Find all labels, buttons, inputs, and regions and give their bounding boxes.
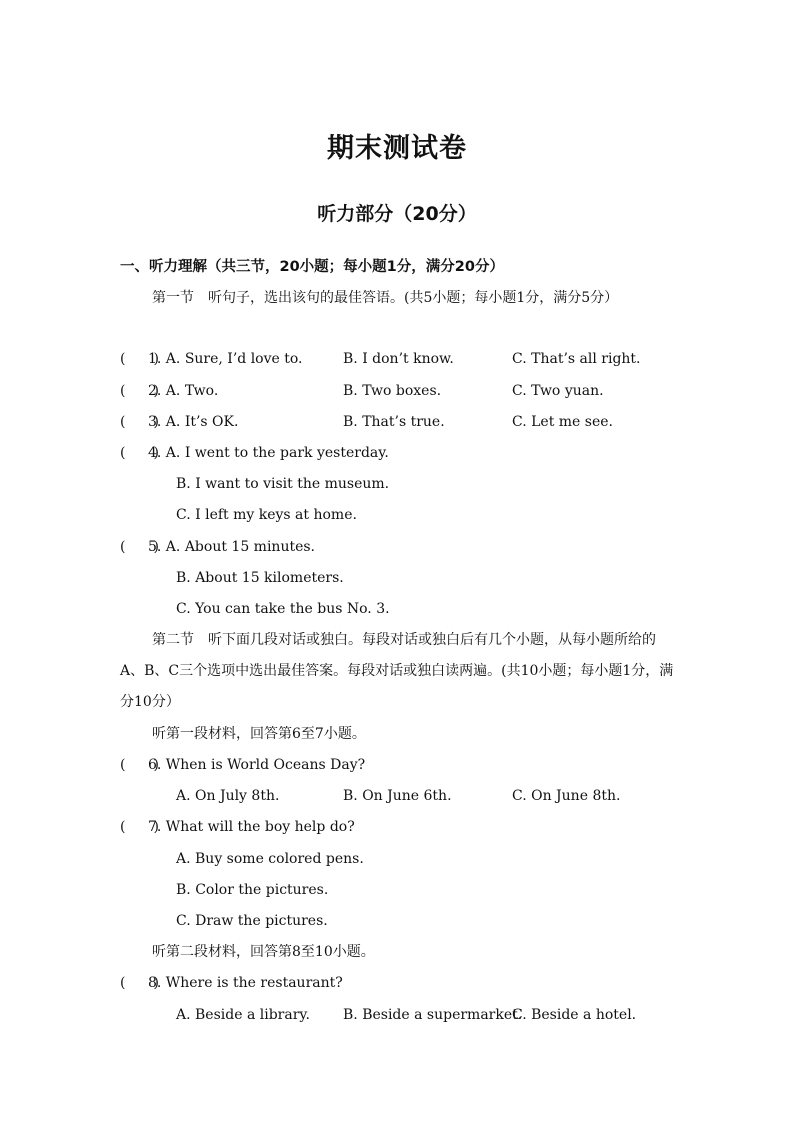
option-a: A. Beside a library. [176, 1007, 310, 1023]
question-stem: 2. A. Two. [148, 383, 219, 399]
question-8 [120, 973, 680, 993]
section-subtitle: 听力部分（20分） [317, 203, 477, 225]
part1-instructions: 第一节 听句子，选出该句的最佳答语。(共5小题；每小题1分，满分5分） [152, 290, 619, 306]
question-6 [120, 755, 680, 775]
answer-bracket[interactable]: ( ) [120, 383, 159, 399]
answer-bracket[interactable]: ( ) [120, 757, 159, 773]
answer-bracket[interactable]: ( ) [120, 351, 159, 367]
question-stem: 1. A. Sure, I’d love to. [148, 351, 303, 367]
option-c: C. Two yuan. [512, 383, 604, 399]
material-2-note: 听第二段材料，回答第8至10小题。 [152, 944, 375, 960]
question-1 [120, 349, 680, 369]
option-b: B. That’s true. [343, 414, 445, 430]
question-8-options [120, 1005, 680, 1025]
option-a: A. On July 8th. [176, 788, 280, 804]
option-a: A. Buy some colored pens. [176, 851, 364, 867]
material-1-note: 听第一段材料，回答第6至7小题。 [152, 726, 366, 742]
question-stem: 4. A. I went to the park yesterday. [148, 445, 389, 461]
option-c: C. Draw the pictures. [176, 913, 328, 929]
question-stem: 8. Where is the restaurant? [148, 975, 343, 991]
option-c: C. You can take the bus No. 3. [176, 601, 390, 617]
part2-instructions: 第二节 听下面几段对话或独白。每段对话或独白后有几个小题，从每小题所给的A、B、C三个选项中选出最佳答案。每段对话或独白读两遍。(共10小题；每小题1分，满分10分） [120, 632, 674, 710]
question-3 [120, 412, 680, 432]
question-stem: 3. A. It’s OK. [148, 414, 239, 430]
option-b: B. Two boxes. [343, 383, 442, 399]
answer-bracket[interactable]: ( ) [120, 819, 159, 835]
page-title: 期末测试卷 [327, 133, 467, 164]
answer-bracket[interactable]: ( ) [120, 414, 159, 430]
option-b: B. I want to visit the museum. [176, 476, 390, 492]
question-5 [120, 537, 680, 557]
question-stem: 6. When is World Oceans Day? [148, 757, 366, 773]
option-c: C. I left my keys at home. [176, 507, 357, 523]
question-stem: 7. What will the boy help do? [148, 819, 355, 835]
answer-bracket[interactable]: ( ) [120, 975, 159, 991]
option-b: B. About 15 kilometers. [176, 570, 344, 586]
section-heading: 一、听力理解（共三节，20小题；每小题1分，满分20分） [120, 259, 504, 275]
question-4 [120, 443, 680, 463]
option-c: C. Beside a hotel. [512, 1007, 637, 1023]
answer-bracket[interactable]: ( ) [120, 539, 159, 555]
question-2 [120, 381, 680, 401]
option-c: C. On June 8th. [512, 788, 621, 804]
question-stem: 5. A. About 15 minutes. [148, 539, 316, 555]
question-7 [120, 817, 680, 837]
option-b: B. On June 6th. [343, 788, 452, 804]
option-c: C. That’s all right. [512, 351, 641, 367]
option-b: B. Color the pictures. [176, 882, 329, 898]
option-b: B. Beside a supermarket. [343, 1007, 523, 1023]
question-6-options [120, 786, 680, 806]
option-b: B. I don’t know. [343, 351, 454, 367]
answer-bracket[interactable]: ( ) [120, 445, 159, 461]
option-c: C. Let me see. [512, 414, 613, 430]
